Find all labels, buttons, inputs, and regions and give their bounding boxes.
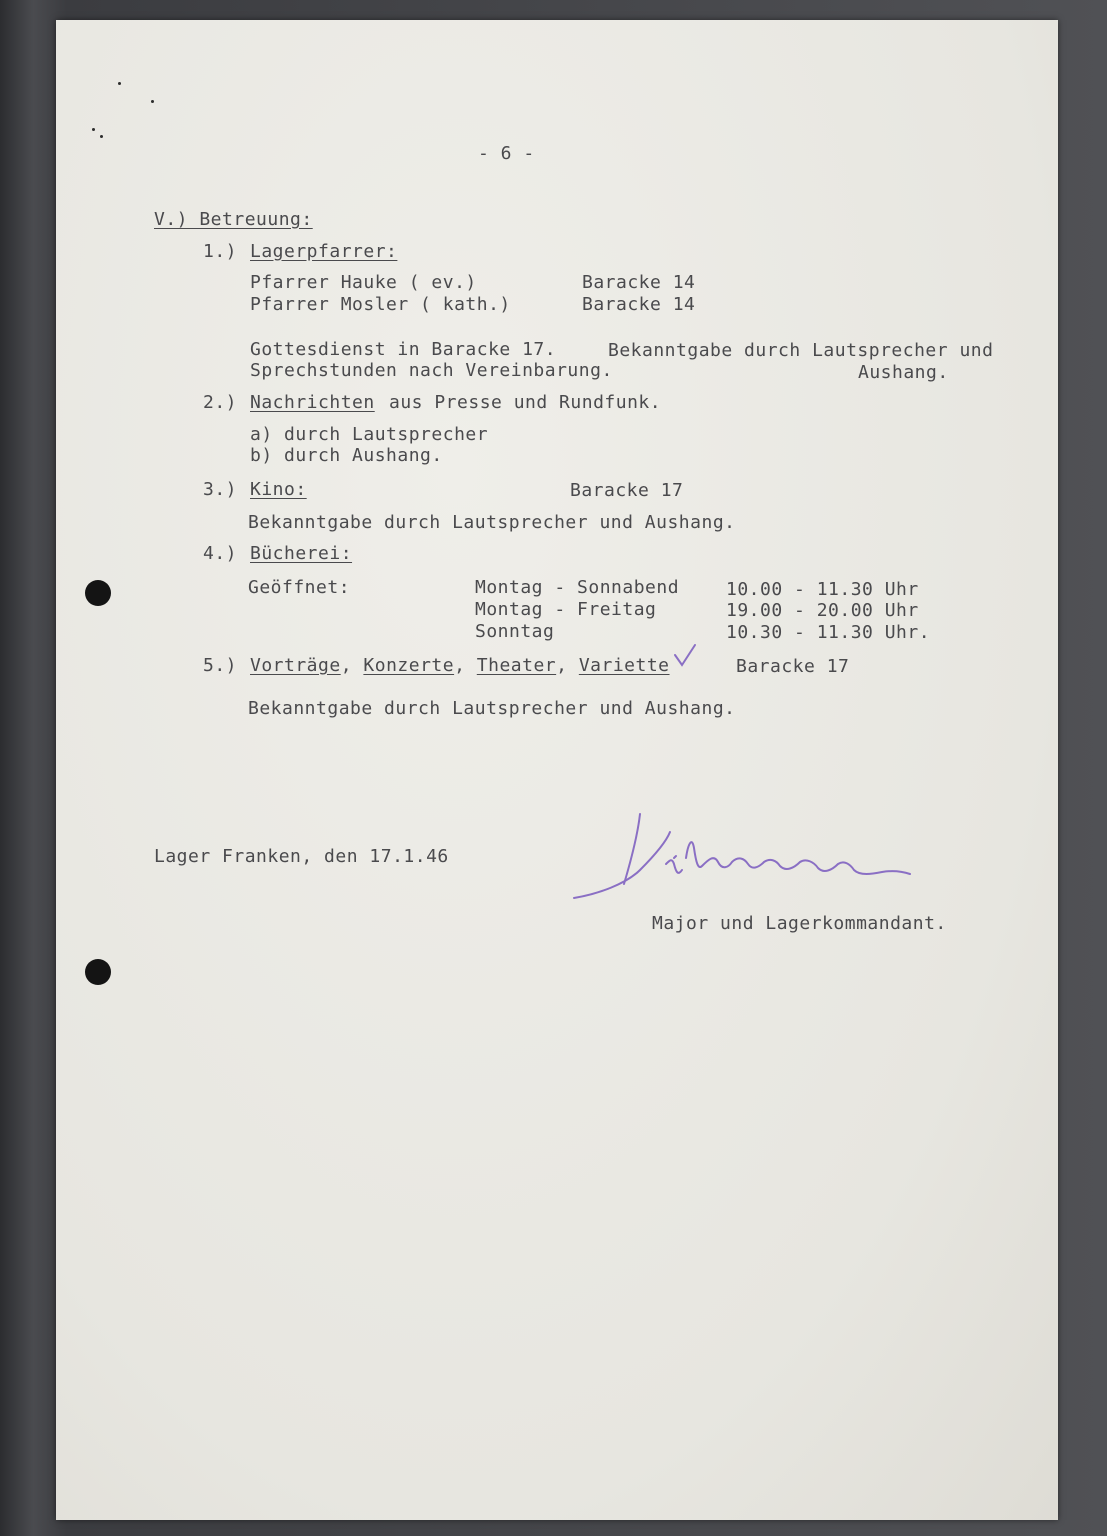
- signature-icon: [568, 802, 918, 912]
- item-number: 3.): [203, 479, 238, 500]
- item-heading: Nachrichten: [250, 392, 375, 413]
- schedule-hours: 10.30 - 11.30 Uhr.: [726, 622, 931, 643]
- item-number: 1.): [203, 241, 238, 262]
- event-note: Bekanntgabe durch Lautsprecher und Aushang.: [248, 698, 736, 719]
- item-number: 4.): [203, 543, 238, 564]
- page-number: - 6 -: [478, 143, 535, 164]
- schedule-days: Montag - Sonnabend: [475, 577, 680, 598]
- pastor-location: Baracke 14: [582, 294, 696, 315]
- speck: [151, 100, 154, 103]
- item-number: 2.): [203, 392, 238, 413]
- schedule-days: Montag - Freitag: [475, 599, 657, 620]
- cinema-note: Bekanntgabe durch Lautsprecher und Aushang.: [248, 512, 736, 533]
- item-heading: Kino:: [250, 479, 307, 500]
- announce-line-end: Aushang.: [858, 362, 949, 383]
- item-heading: Lagerpfarrer:: [250, 241, 398, 262]
- pastor-location: Baracke 14: [582, 272, 696, 293]
- service-line: Gottesdienst in Baracke 17.: [250, 339, 557, 360]
- schedule-days: Sonntag: [475, 621, 555, 642]
- checkmark-icon: [672, 643, 698, 669]
- item-heading-rest: aus Presse und Rundfunk.: [389, 392, 662, 413]
- opened-label: Geöffnet:: [248, 577, 351, 598]
- event-type: Theater: [476, 655, 557, 676]
- punch-hole-top: [85, 580, 111, 606]
- schedule-hours: 10.00 - 11.30 Uhr: [726, 579, 919, 600]
- news-channel: a) durch Lautsprecher: [250, 424, 489, 445]
- item-heading: Bücherei:: [250, 543, 353, 564]
- event-type: Variette: [578, 655, 670, 676]
- speck: [118, 82, 121, 85]
- speck: [100, 135, 103, 138]
- pastor-name: Pfarrer Mosler ( kath.): [250, 294, 511, 315]
- pastor-name: Pfarrer Hauke ( ev.): [250, 272, 477, 293]
- event-type: Vorträge: [250, 655, 341, 676]
- event-types: Vorträge, Konzerte, Theater, Variette: [250, 655, 670, 676]
- speck: [92, 128, 95, 131]
- announce-line: Bekanntgabe durch Lautsprecher und: [608, 340, 994, 361]
- place-date: Lager Franken, den 17.1.46: [154, 846, 449, 867]
- news-channel: b) durch Aushang.: [250, 445, 443, 466]
- schedule-hours: 19.00 - 20.00 Uhr: [726, 600, 919, 621]
- punch-hole-bottom: [85, 959, 111, 985]
- item-number: 5.): [203, 655, 238, 676]
- cinema-location: Baracke 17: [570, 480, 684, 501]
- event-type: Konzerte: [363, 655, 455, 676]
- event-location: Baracke 17: [736, 656, 850, 677]
- signature-title: Major und Lagerkommandant.: [652, 913, 947, 934]
- office-hours: Sprechstunden nach Vereinbarung.: [250, 360, 613, 381]
- section-title: V.) Betreuung:: [154, 209, 313, 230]
